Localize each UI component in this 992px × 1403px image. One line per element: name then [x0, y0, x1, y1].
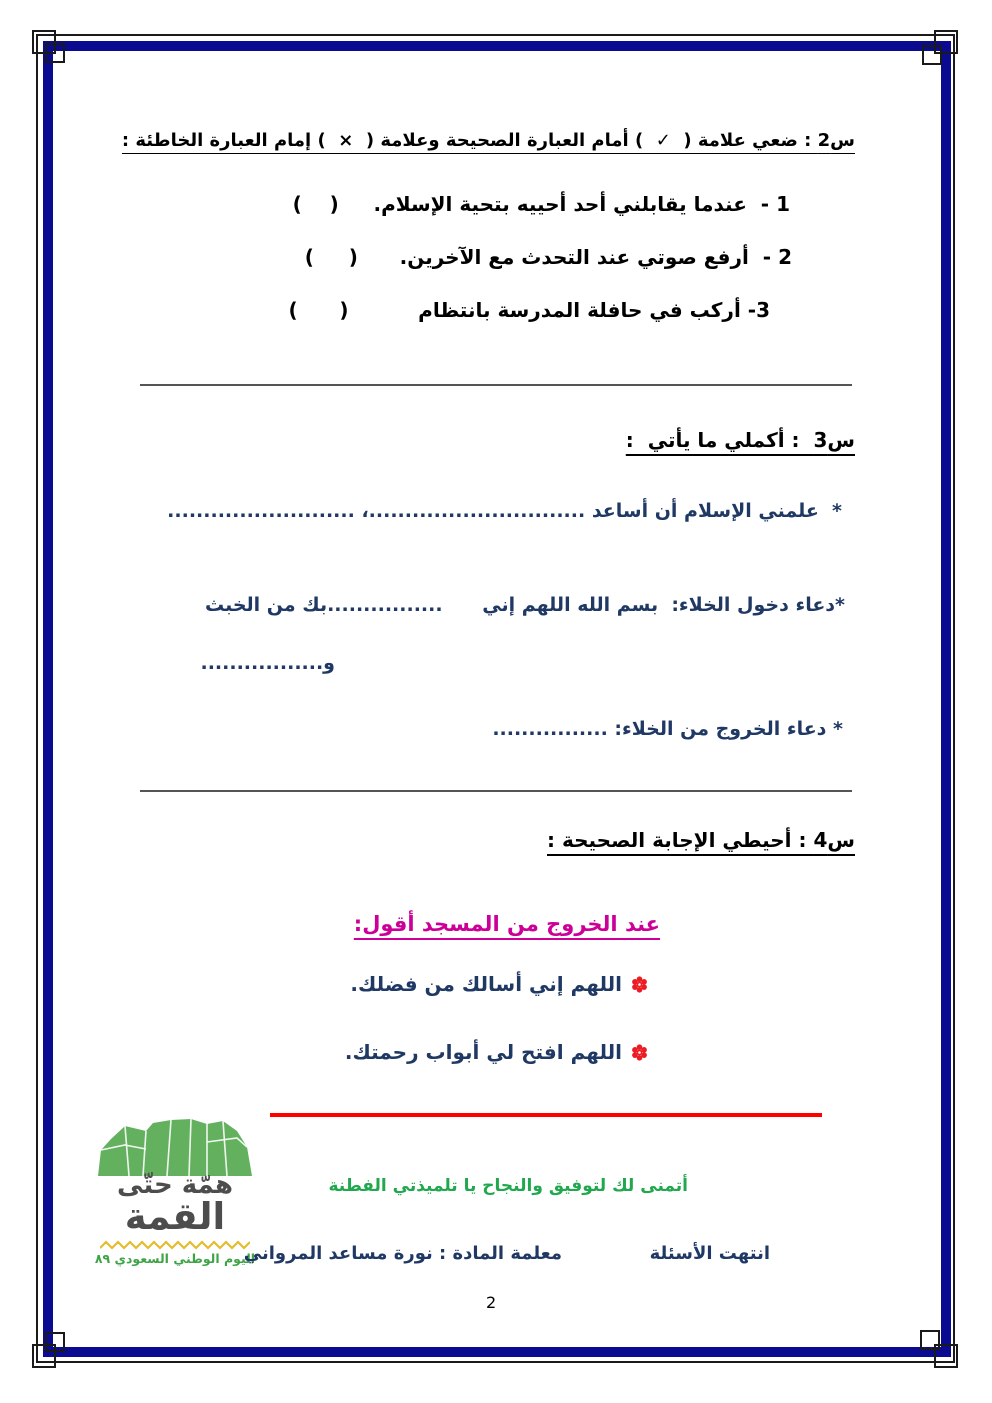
- logo-zigzag-icon: [100, 1239, 250, 1250]
- teacher-name: معلمة المادة : نورة مساعد المرواني: [243, 1243, 562, 1264]
- question-2-item-3: 3- أركب في حافلة المدرسة بانتظام ( ): [288, 298, 770, 322]
- question-4-heading: س4 : أحيطي الإجابة الصحيحة :: [547, 828, 855, 852]
- corner-ornament-bottom-right-inner: [920, 1330, 940, 1350]
- question-3-heading: س3 : أكملي ما يأتي :: [625, 428, 855, 452]
- flower-bullet-icon: [631, 976, 648, 993]
- question-2-item-2: 2 - أرفع صوتي عند التحدث مع الآخرين. ( ): [304, 245, 792, 269]
- question-4-prompt: عند الخروج من المسجد أقول:: [353, 912, 660, 936]
- question-4-option-1: [350, 972, 648, 996]
- section-divider-2: [140, 790, 852, 792]
- question-3-dua-exit-line: * دعاء الخروج من الخلاء: ................: [492, 718, 843, 740]
- teacher-wish-note: أتمنى لك لتوفيق والنجاح يا تلميذتي الفطنة: [328, 1176, 688, 1196]
- option-1-label: اللهم إني أسالك من فضلك.: [350, 972, 622, 996]
- logo-caption: اليوم الوطني السعودي ٨٩: [94, 1251, 256, 1266]
- corner-ornament-top-right-inner: [922, 45, 942, 65]
- corner-ornament-bottom-left-inner: [45, 1332, 65, 1352]
- flower-bullet-icon: [631, 1044, 648, 1061]
- red-divider-line: [270, 1113, 822, 1117]
- question-2-item-1: 1 - عندما يقابلني أحد أحييه بتحية الإسلام. ( ): [292, 192, 790, 216]
- logo-mountain-icon: [94, 1118, 256, 1176]
- national-day-logo: [85, 1118, 265, 1288]
- logo-text-line1: همّة حتّى: [117, 1170, 233, 1200]
- corner-ornament-top-left-inner: [45, 43, 65, 63]
- question-3-fill-line: * علمني الإسلام أن أساعد ..............................، ..........................: [167, 500, 842, 522]
- question-3-dua-enter-continuation: و.................: [200, 652, 335, 674]
- question-4-option-2: [345, 1040, 648, 1064]
- option-2-label: اللهم افتح لي أبواب رحمتك.: [344, 1040, 622, 1064]
- question-2-heading: س2 : ضعي علامة ( ✓ ) أمام العبارة الصحيحة وعلامة ( × ) إمام العبارة الخاطئة :: [121, 130, 855, 151]
- section-divider-1: [140, 384, 852, 386]
- end-of-questions-note: انتهت الأسئلة: [649, 1243, 770, 1264]
- logo-text-line2: القمة: [124, 1195, 226, 1238]
- page-number: 2: [486, 1293, 497, 1312]
- question-3-dua-enter-line: *دعاء دخول الخلاء: بسم الله اللهم إني ................بك من الخبث: [204, 594, 845, 616]
